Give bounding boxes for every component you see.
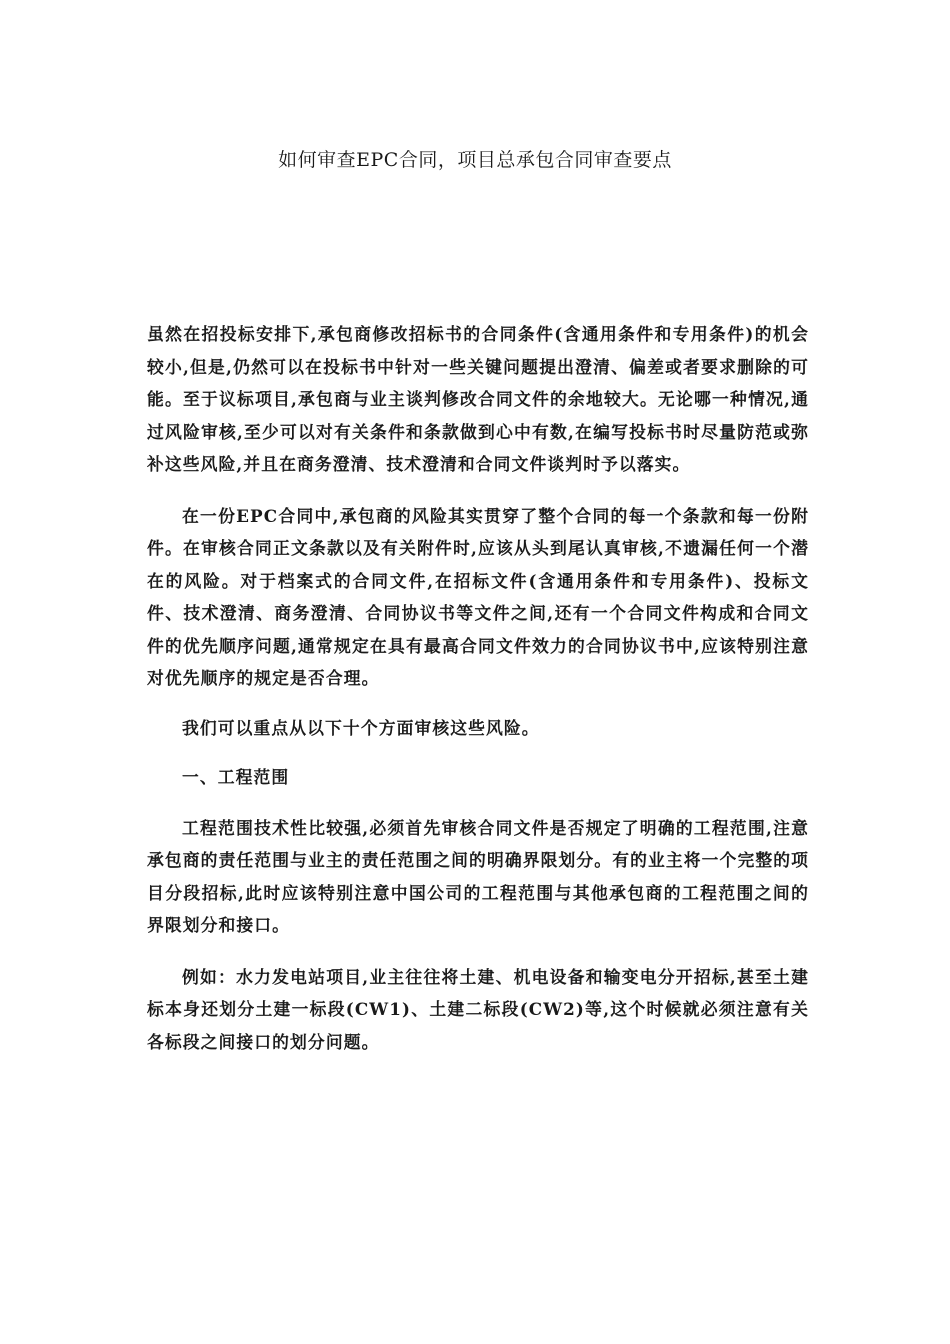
paragraph-ten-aspects: 我们可以重点从以下十个方面审核这些风险。	[182, 717, 540, 738]
document-body	[147, 318, 809, 1058]
paragraph-example: 例如：水力发电站项目,业主往往将土建、机电设备和输变电分开招标,甚至土建标本身还划分土建一标段(CW1)、土建二标段(CW2)等,这个时候就必须注意有关各标段之间接口的划分问题。	[147, 966, 809, 1052]
paragraph-intro: 虽然在招投标安排下,承包商修改招标书的合同条件(含通用条件和专用条件)的机会较小,但是,仍然可以在投标书中针对一些关键问题提出澄清、偏差或者要求删除的可能。至于议标项目,承包商与业主谈判修改合同文件的余地较大。无论哪一种情况,通过风险审核,至少可以对有关条件和条款做到心中有数,在编写投标书时尽量防范或弥补这些风险,并且在商务澄清、技术澄清和合同文件谈判时予以落实。	[147, 324, 809, 474]
document-title: 如何审查EPC合同，项目总承包合同审查要点	[278, 149, 672, 171]
paragraph-scope: 工程范围技术性比较强,必须首先审核合同文件是否规定了明确的工程范围,注意承包商的责任范围与业主的责任范围之间的明确界限划分。有的业主将一个完整的项目分段招标,此时应该特别注意中国公司的工程范围与其他承包商的工程范围之间的界限划分和接口。	[147, 817, 809, 935]
paragraph-epc-risk: 在一份EPC合同中,承包商的风险其实贯穿了整个合同的每一个条款和每一份附件。在审核合同正文条款以及有关附件时,应该从头到尾认真审核,不遗漏任何一个潜在的风险。对于档案式的合同文件,在招标文件(含通用条件和专用条件)、投标文件、技术澄清、商务澄清、合同协议书等文件之间,还有一个合同文件构成和合同文件的优先顺序问题,通常规定在具有最高合同文件效力的合同协议书中,应该特别注意对优先顺序的规定是否合理。	[147, 505, 809, 688]
section-heading-scope: 一、工程范围	[182, 767, 290, 787]
